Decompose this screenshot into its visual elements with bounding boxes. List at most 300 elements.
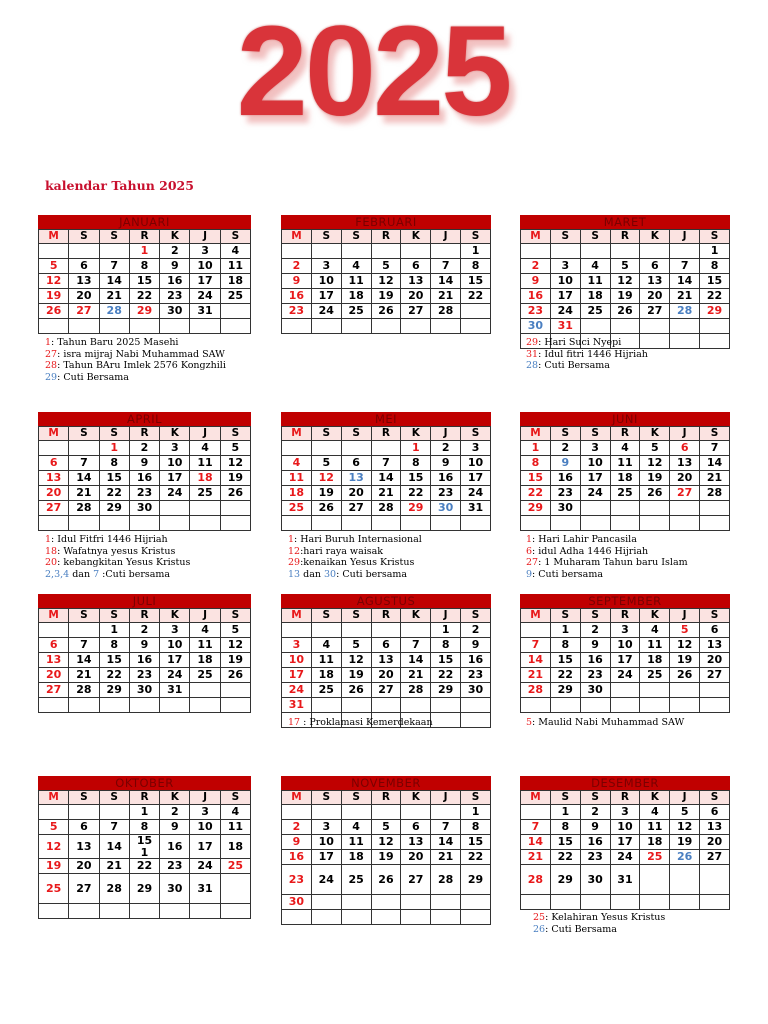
day-cell: 28 (700, 486, 730, 501)
day-header: K (401, 230, 431, 244)
day-cell: 30 (550, 501, 580, 516)
day-cell: 27 (39, 683, 69, 698)
day-cell: 17 (282, 668, 312, 683)
day-header: K (160, 791, 190, 805)
day-header: K (160, 230, 190, 244)
day-cell (431, 319, 461, 334)
day-cell: 4 (311, 638, 341, 653)
day-cell: 23 (461, 668, 491, 683)
day-cell: 5 (220, 623, 250, 638)
week-row (282, 653, 491, 668)
holiday-notes (45, 337, 226, 383)
day-cell: 7 (700, 441, 730, 456)
day-cell: 19 (39, 859, 69, 874)
day-cell: 16 (282, 850, 312, 865)
day-cell: 16 (431, 471, 461, 486)
day-cell: 5 (39, 820, 69, 835)
week-row (282, 516, 491, 531)
day-cell: 16 (160, 835, 190, 859)
day-cell (610, 683, 640, 698)
week-row (282, 501, 491, 516)
day-cell: 7 (371, 456, 401, 471)
day-header: S (700, 230, 730, 244)
day-cell: 4 (341, 820, 371, 835)
day-cell: 14 (431, 835, 461, 850)
day-cell: 16 (160, 274, 190, 289)
week-row (282, 910, 491, 925)
day-cell: 2 (160, 244, 190, 259)
day-cell (69, 805, 99, 820)
day-cell: 7 (69, 638, 99, 653)
day-cell: 23 (521, 304, 551, 319)
holiday-note: 29:kenaikan Yesus Kristus (288, 557, 415, 569)
day-cell (220, 904, 250, 919)
day-cell: 2 (129, 441, 159, 456)
day-cell: 16 (580, 835, 610, 850)
day-cell (461, 319, 491, 334)
day-cell: 18 (640, 835, 670, 850)
day-cell (521, 805, 551, 820)
day-cell: 18 (220, 274, 250, 289)
day-cell (282, 623, 312, 638)
day-cell: 23 (129, 486, 159, 501)
day-cell: 22 (99, 486, 129, 501)
day-cell: 24 (311, 304, 341, 319)
day-cell (99, 904, 129, 919)
day-cell (640, 698, 670, 713)
day-cell: 25 (220, 859, 250, 874)
day-cell: 25 (282, 501, 312, 516)
day-cell: 30 (129, 683, 159, 698)
month-title: OKTOBER (38, 776, 251, 790)
day-cell (69, 698, 99, 713)
day-cell (371, 516, 401, 531)
day-header: S (69, 230, 99, 244)
day-cell: 16 (282, 289, 312, 304)
day-cell (311, 910, 341, 925)
week-row (39, 441, 251, 456)
day-cell (401, 319, 431, 334)
day-cell (129, 516, 159, 531)
day-cell: 7 (401, 638, 431, 653)
day-cell: 3 (160, 441, 190, 456)
holiday-notes (45, 534, 190, 580)
holiday-notes (526, 337, 648, 372)
day-cell: 8 (401, 456, 431, 471)
day-cell: 14 (401, 653, 431, 668)
day-cell (371, 910, 401, 925)
day-cell: 11 (311, 653, 341, 668)
day-cell (640, 865, 670, 895)
day-cell: 15 (129, 274, 159, 289)
day-cell: 30 (521, 319, 551, 334)
day-cell: 29 (700, 304, 730, 319)
day-cell (431, 698, 461, 713)
day-header: S (550, 609, 580, 623)
day-cell: 23 (160, 289, 190, 304)
month-februari (281, 215, 491, 334)
day-cell (640, 319, 670, 334)
day-cell: 8 (550, 638, 580, 653)
month-title: NOVEMBER (281, 776, 491, 790)
day-cell: 24 (190, 859, 220, 874)
day-cell: 15 (521, 471, 551, 486)
day-cell (580, 516, 610, 531)
day-cell: 20 (700, 835, 730, 850)
day-cell: 2 (282, 259, 312, 274)
day-cell: 28 (401, 683, 431, 698)
day-cell: 31 (190, 304, 220, 319)
day-cell: 10 (282, 653, 312, 668)
day-cell: 22 (461, 850, 491, 865)
day-cell: 19 (610, 289, 640, 304)
day-cell: 24 (610, 850, 640, 865)
day-cell: 24 (160, 668, 190, 683)
day-header: M (521, 230, 551, 244)
day-cell (371, 623, 401, 638)
day-cell: 15 (401, 471, 431, 486)
day-cell: 5 (610, 259, 640, 274)
day-cell (311, 895, 341, 910)
month-april (38, 412, 251, 531)
day-cell: 4 (190, 441, 220, 456)
day-header: M (39, 427, 69, 441)
day-cell (282, 441, 312, 456)
month-title: JANUARI (38, 215, 251, 229)
day-cell: 30 (129, 501, 159, 516)
week-row (282, 304, 491, 319)
day-cell: 28 (99, 874, 129, 904)
day-cell (461, 516, 491, 531)
day-cell: 7 (521, 638, 551, 653)
day-cell: 28 (521, 683, 551, 698)
day-cell: 13 (69, 274, 99, 289)
holiday-note: 1: Hari Buruh Internasional (288, 534, 422, 545)
day-cell: 9 (129, 456, 159, 471)
day-cell (311, 516, 341, 531)
day-cell: 14 (99, 835, 129, 859)
week-row (521, 835, 730, 850)
day-header: M (282, 791, 312, 805)
day-cell (670, 698, 700, 713)
week-row (282, 698, 491, 713)
day-cell: 11 (640, 820, 670, 835)
day-cell: 31 (461, 501, 491, 516)
day-cell: 27 (39, 501, 69, 516)
day-cell (190, 683, 220, 698)
day-cell: 12 (670, 820, 700, 835)
day-cell (129, 319, 159, 334)
day-cell: 20 (69, 289, 99, 304)
day-cell (220, 304, 250, 319)
day-header: R (129, 427, 159, 441)
day-cell (521, 244, 551, 259)
week-row (521, 486, 730, 501)
day-cell: 13 (670, 456, 700, 471)
day-cell: 19 (341, 668, 371, 683)
week-row (282, 319, 491, 334)
day-cell (401, 910, 431, 925)
week-row (39, 259, 251, 274)
week-row (521, 698, 730, 713)
day-cell (550, 244, 580, 259)
day-header: J (431, 791, 461, 805)
day-cell: 3 (190, 805, 220, 820)
day-cell: 19 (371, 289, 401, 304)
day-cell (69, 244, 99, 259)
week-row (521, 319, 730, 334)
day-cell: 19 (640, 471, 670, 486)
day-cell (580, 698, 610, 713)
day-cell: 8 (700, 259, 730, 274)
day-cell: 27 (700, 850, 730, 865)
day-cell: 9 (282, 835, 312, 850)
day-header: S (311, 791, 341, 805)
day-cell: 17 (461, 471, 491, 486)
day-cell: 2 (160, 805, 190, 820)
day-cell (341, 623, 371, 638)
day-cell: 25 (580, 304, 610, 319)
day-cell: 28 (670, 304, 700, 319)
day-cell: 22 (431, 668, 461, 683)
day-cell: 12 (311, 471, 341, 486)
day-cell: 7 (99, 820, 129, 835)
day-header: S (99, 791, 129, 805)
day-cell (39, 698, 69, 713)
month-november (281, 776, 491, 925)
day-cell (311, 441, 341, 456)
week-row (521, 850, 730, 865)
day-cell (640, 516, 670, 531)
day-cell (220, 516, 250, 531)
day-header: R (129, 609, 159, 623)
week-row (39, 653, 251, 668)
day-cell: 5 (670, 623, 700, 638)
day-cell: 29 (401, 501, 431, 516)
day-cell: 24 (190, 289, 220, 304)
day-cell: 6 (39, 638, 69, 653)
day-header: S (550, 427, 580, 441)
day-header: S (700, 791, 730, 805)
day-cell: 27 (401, 304, 431, 319)
day-cell: 29 (129, 304, 159, 319)
day-cell: 3 (160, 623, 190, 638)
day-cell (401, 698, 431, 713)
day-cell: 10 (461, 456, 491, 471)
day-cell (282, 910, 312, 925)
week-row (282, 289, 491, 304)
day-header: R (610, 791, 640, 805)
day-cell (521, 895, 551, 910)
day-cell: 14 (99, 274, 129, 289)
day-cell: 25 (341, 304, 371, 319)
day-header: M (282, 230, 312, 244)
holiday-note: 6: idul Adha 1446 Hijriah (526, 545, 649, 557)
week-row (39, 820, 251, 835)
day-cell: 23 (282, 304, 312, 319)
day-cell: 25 (220, 289, 250, 304)
day-header: S (220, 609, 250, 623)
day-cell (461, 304, 491, 319)
day-cell: 21 (69, 668, 99, 683)
day-cell: 1 (99, 441, 129, 456)
day-cell: 16 (461, 653, 491, 668)
day-cell: 2 (461, 623, 491, 638)
week-row (39, 683, 251, 698)
day-cell: 22 (550, 850, 580, 865)
day-cell (580, 895, 610, 910)
day-cell (640, 683, 670, 698)
holiday-note: 28: Tahun BAru Imlek 2576 Kongzhili (45, 360, 226, 372)
day-cell (341, 910, 371, 925)
day-cell: 25 (640, 850, 670, 865)
day-cell: 1 (401, 441, 431, 456)
week-row (521, 501, 730, 516)
day-header: S (580, 230, 610, 244)
week-row (521, 638, 730, 653)
week-row (39, 244, 251, 259)
day-cell: 7 (521, 820, 551, 835)
day-header: R (610, 427, 640, 441)
day-header: K (640, 609, 670, 623)
day-cell: 1 (129, 244, 159, 259)
day-cell: 23 (129, 668, 159, 683)
week-row (39, 486, 251, 501)
day-cell: 9 (282, 274, 312, 289)
day-cell: 18 (282, 486, 312, 501)
day-cell: 29 (550, 683, 580, 698)
day-cell: 20 (69, 859, 99, 874)
holiday-note: 27: isra mijraj Nabi Muhammad SAW (45, 348, 225, 360)
day-cell (282, 516, 312, 531)
day-cell (700, 865, 730, 895)
day-cell (610, 895, 640, 910)
day-cell: 5 (341, 638, 371, 653)
day-cell: 9 (550, 456, 580, 471)
day-cell: 2 (521, 259, 551, 274)
day-cell: 22 (461, 289, 491, 304)
day-cell (190, 501, 220, 516)
day-cell: 3 (610, 623, 640, 638)
day-cell: 4 (282, 456, 312, 471)
day-cell: 20 (341, 486, 371, 501)
week-row (282, 456, 491, 471)
day-cell: 1 (431, 623, 461, 638)
week-row (282, 805, 491, 820)
day-header: S (69, 609, 99, 623)
day-cell: 9 (160, 259, 190, 274)
day-cell: 15 (550, 653, 580, 668)
day-cell: 31 (160, 683, 190, 698)
day-cell: 22 (129, 859, 159, 874)
day-cell (670, 865, 700, 895)
day-header: J (670, 230, 700, 244)
day-cell: 31 (190, 874, 220, 904)
day-header: R (371, 791, 401, 805)
day-cell: 6 (39, 456, 69, 471)
week-row (521, 865, 730, 895)
day-cell (431, 713, 461, 728)
day-header: S (700, 427, 730, 441)
day-header: S (580, 791, 610, 805)
day-cell: 21 (99, 289, 129, 304)
day-cell: 14 (69, 471, 99, 486)
day-cell: 24 (160, 486, 190, 501)
week-row (521, 820, 730, 835)
week-row (282, 486, 491, 501)
day-cell: 19 (39, 289, 69, 304)
day-cell: 9 (580, 638, 610, 653)
week-row (521, 244, 730, 259)
holiday-note: 27: 1 Muharam Tahun baru Islam (526, 557, 688, 569)
day-cell: 26 (311, 501, 341, 516)
day-cell: 12 (640, 456, 670, 471)
holiday-note: 17 : Proklamasi Kemerdekaan (288, 717, 433, 728)
day-cell: 18 (640, 653, 670, 668)
week-row (521, 683, 730, 698)
day-cell (580, 244, 610, 259)
day-cell: 13 (401, 274, 431, 289)
day-cell: 19 (670, 653, 700, 668)
day-cell (371, 895, 401, 910)
holiday-note: 5: Maulid Nabi Muhammad SAW (526, 717, 685, 728)
day-cell (670, 334, 700, 349)
day-cell: 18 (190, 653, 220, 668)
day-cell (521, 623, 551, 638)
day-cell (461, 698, 491, 713)
day-cell: 17 (311, 289, 341, 304)
day-cell (700, 334, 730, 349)
day-header: M (521, 609, 551, 623)
holiday-note: 13 dan 30: Cuti bersama (288, 568, 408, 580)
day-cell: 25 (341, 865, 371, 895)
day-header: S (550, 230, 580, 244)
day-cell: 1 (550, 805, 580, 820)
day-cell (39, 319, 69, 334)
day-cell (640, 244, 670, 259)
day-cell (220, 874, 250, 904)
day-header: K (401, 427, 431, 441)
day-cell (610, 516, 640, 531)
day-cell (431, 805, 461, 820)
day-cell: 27 (670, 486, 700, 501)
day-cell: 28 (69, 501, 99, 516)
day-cell: 12 (220, 638, 250, 653)
day-cell (610, 244, 640, 259)
holiday-note: 25: Kelahiran Yesus Kristus (533, 912, 666, 923)
day-header: M (282, 609, 312, 623)
day-cell: 8 (129, 259, 159, 274)
day-header: J (190, 230, 220, 244)
day-cell: 11 (341, 274, 371, 289)
day-header: M (39, 609, 69, 623)
day-cell (371, 319, 401, 334)
day-cell (69, 516, 99, 531)
day-cell: 4 (341, 259, 371, 274)
day-cell: 13 (69, 835, 99, 859)
day-cell: 19 (220, 653, 250, 668)
calendar-subtitle: kalendar Tahun 2025 (45, 178, 194, 193)
day-cell: 17 (160, 471, 190, 486)
day-cell: 16 (550, 471, 580, 486)
day-cell: 18 (311, 668, 341, 683)
day-header: S (220, 427, 250, 441)
day-cell (401, 244, 431, 259)
day-cell (371, 244, 401, 259)
day-cell (99, 698, 129, 713)
week-row (521, 516, 730, 531)
day-header: K (640, 230, 670, 244)
